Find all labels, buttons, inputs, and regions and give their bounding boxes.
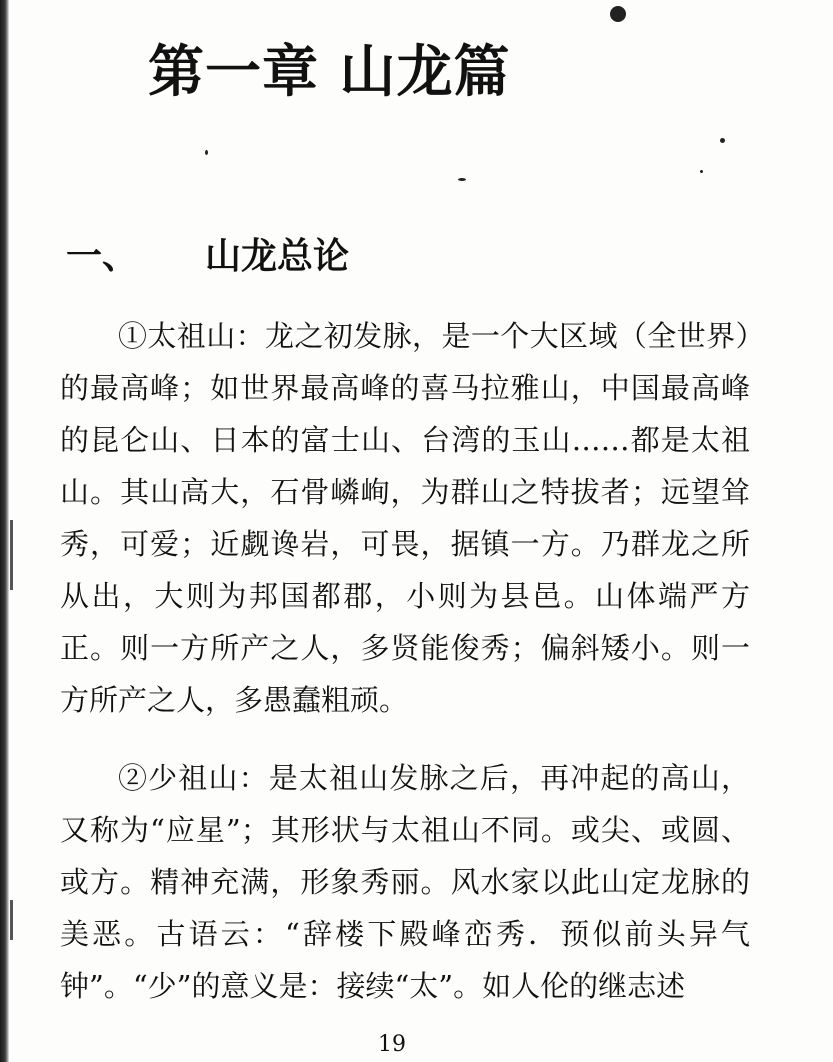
paragraph-taizu-shan: ①太祖山：龙之初发脉，是一个大区域（全世界）的最高峰；如世界最高峰的喜马拉雅山，中国最高峰的昆仑山、日本的富士山、台湾的玉山……都是太祖山。其山高大，石骨嶙峋，为群山之特拔者；远望耸秀，可爱；近觑谗岩，可畏，据镇一方。乃群龙之所从出，大则为邦国都郡，小则为县邑。山体端严方正。则一方所产之人，多贤能俊秀；偏斜矮小。则一方所产之人，多愚蠢粗顽。 — [60, 319, 750, 717]
ink-speck — [205, 150, 208, 155]
section-number: 一、 — [66, 236, 139, 277]
spine-mark — [10, 900, 13, 940]
section-title: 山龙总论 — [205, 236, 350, 277]
page-number: 19 — [378, 1032, 406, 1057]
chapter-title: 第一章 山龙篇 — [148, 40, 511, 105]
paragraph-shaozu-shan: ②少祖山：是太祖山发脉之后，再冲起的高山，又称为“应星”；其形状与太祖山不同。或尖、或圆、或方。精神充满，形象秀丽。风水家以此山定龙脉的美恶。古语云：“辞楼下殿峰峦秀．预似前头异气钟”。“少”的意义是：接续“太”。如人伦的继志述 — [60, 761, 750, 1003]
ink-speck — [720, 138, 725, 143]
book-spine-shadow — [0, 0, 9, 1062]
ink-speck — [700, 170, 703, 173]
ink-speck — [610, 6, 626, 22]
spine-mark — [10, 520, 13, 590]
ink-speck — [458, 178, 466, 181]
